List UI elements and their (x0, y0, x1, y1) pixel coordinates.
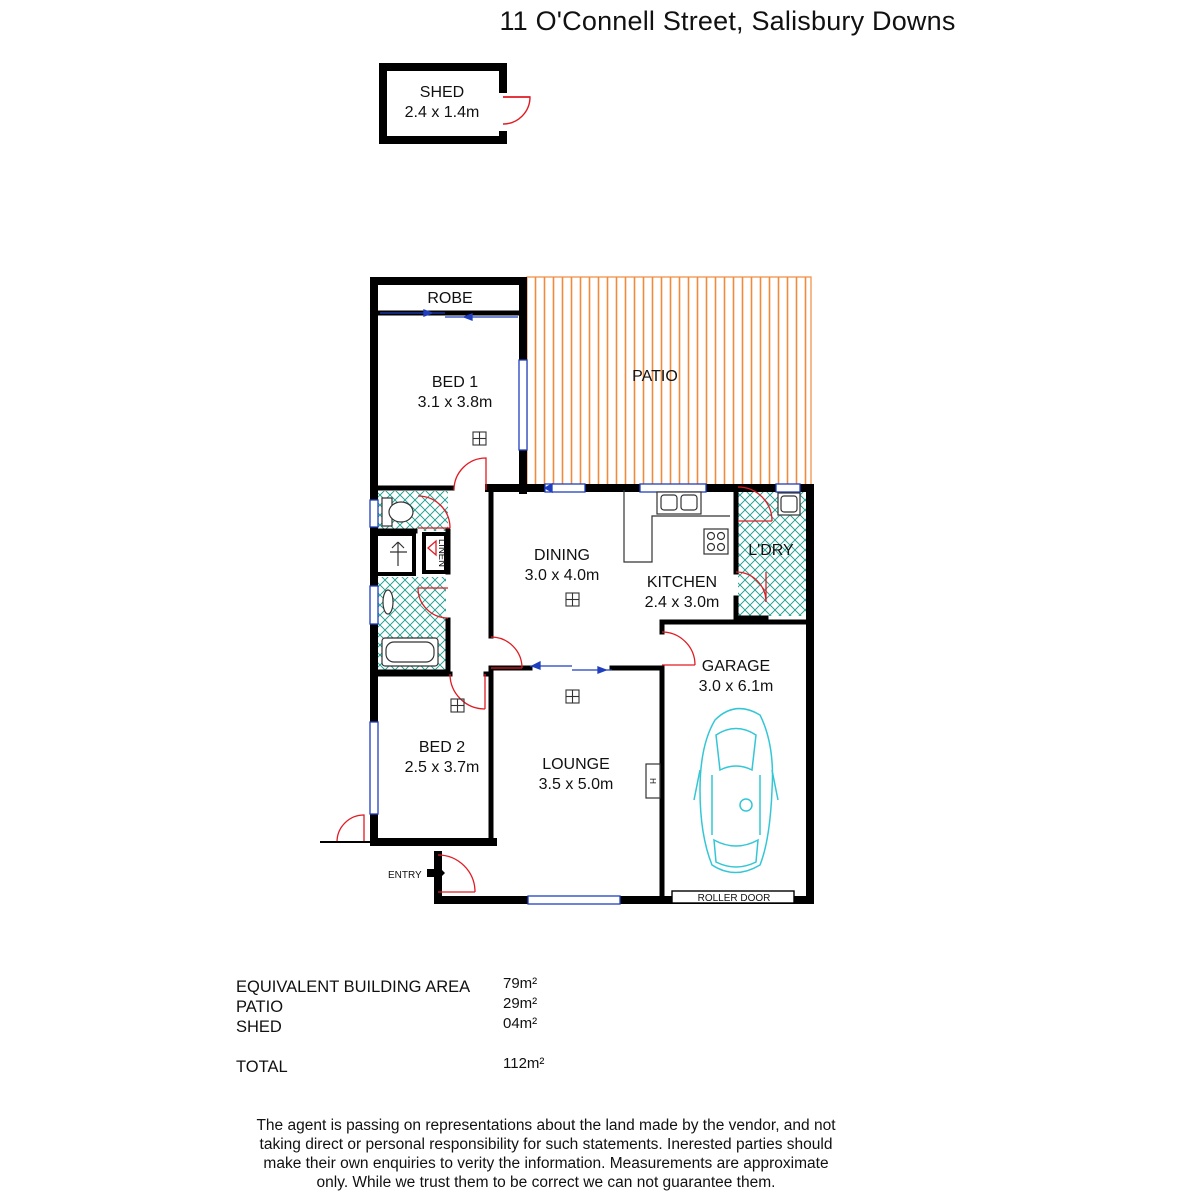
area-total-label: TOTAL (236, 1058, 288, 1076)
bed1-dims: 3.1 x 3.8m (417, 394, 493, 411)
entry-arrow-icon (427, 864, 445, 882)
car-icon (694, 709, 778, 873)
area-value: 29m² (503, 995, 538, 1012)
garage-dims: 3.0 x 6.1m (698, 678, 774, 695)
page-title: 11 O'Connell Street, Salisbury Downs (499, 6, 956, 36)
bed1-label: BED 1 (431, 374, 479, 391)
linen-label: LINEN (436, 539, 447, 567)
robe-label: ROBE (427, 290, 473, 307)
bed2-label: BED 2 (418, 739, 466, 756)
lounge-label: LOUNGE (542, 756, 610, 773)
laundry-label: L'DRY (748, 542, 794, 559)
area-label: PATIO (236, 998, 284, 1016)
shed-label: SHED (419, 84, 465, 101)
bed2-dims: 2.5 x 3.7m (404, 759, 480, 776)
entry-label: ENTRY (388, 870, 422, 881)
area-total-value: 112m² (503, 1055, 545, 1072)
disclaimer: The agent is passing on representations about the land made by the vendor, and not taking direct or personal responsibility for such statements. Inerested parties should make their own enquiries to verity the information. Measurements are approximate only. While we trust them to be correct we can not guarantee them. (256, 1117, 836, 1191)
area-value: 79m² (503, 975, 538, 992)
garage-label: GARAGE (701, 658, 771, 675)
kitchen-dims: 2.4 x 3.0m (644, 594, 720, 611)
patio-label: PATIO (632, 368, 678, 385)
dining-dims: 3.0 x 4.0m (524, 567, 600, 584)
area-label: EQUIVALENT BUILDING AREA (236, 978, 471, 996)
dining-label: DINING (534, 547, 590, 564)
shed-dims: 2.4 x 1.4m (404, 104, 480, 121)
area-label: SHED (236, 1018, 282, 1036)
kitchen-label: KITCHEN (646, 574, 718, 591)
heater-label: H (648, 778, 657, 784)
roller-door-label: ROLLER DOOR (697, 893, 771, 904)
area-value: 04m² (503, 1015, 538, 1032)
lounge-dims: 3.5 x 5.0m (538, 776, 614, 793)
